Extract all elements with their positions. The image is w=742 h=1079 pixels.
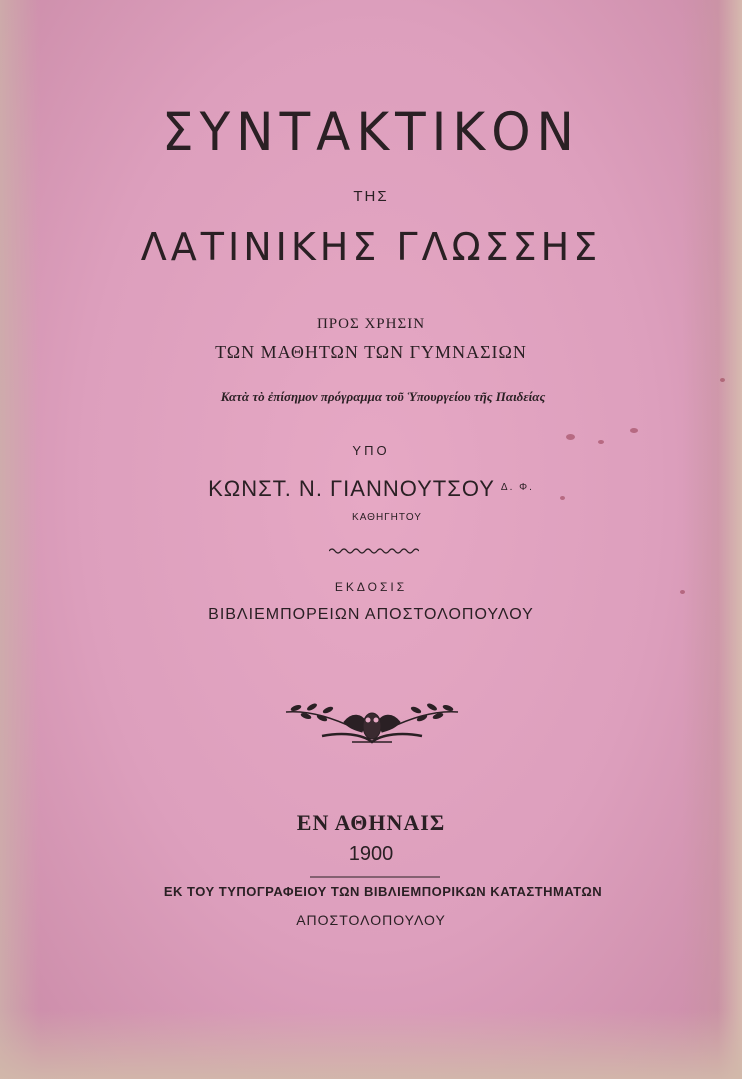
- owl-with-laurel-branches-icon: [282, 702, 462, 750]
- book-title: ΣΥΝΤΑΚΤΙΚΟΝ: [162, 101, 580, 163]
- program-note: Κατὰ τὸ ἐπίσημον πρόγραμμα τοῦ Ὑπουργείου τῆς Παιδείας: [220, 389, 546, 404]
- printer-line-2: ΑΠΟΣΤΟΛΟΠΟΥΛΟΥ: [296, 912, 446, 928]
- author-name-text: ΚΩΝΣΤ. Ν. ΓΙΑΝΝΟΥΤΣΟΥ: [208, 476, 495, 501]
- ink-stain: [720, 378, 725, 382]
- worn-bottom-edge: [0, 1009, 742, 1079]
- ink-stain: [630, 428, 638, 433]
- ink-stain: [566, 434, 575, 440]
- by-label: ΥΠΟ: [352, 443, 390, 458]
- purpose-line-2: ΤΩΝ ΜΑΘΗΤΩΝ ΤΩΝ ΓΥΜΝΑΣΙΩΝ: [215, 342, 527, 362]
- edition-label: ΕΚΔΟΣΙΣ: [334, 580, 408, 594]
- author-name: [0, 476, 742, 502]
- publisher-name: ΒΙΒΛΙΕΜΠΟΡΕΙΩΝ ΑΠΟΣΤΟΛΟΠΟΥΛΟΥ: [208, 606, 534, 623]
- publication-city: ΕΝ ΑΘΗΝΑΙΣ: [296, 810, 446, 835]
- book-subtitle: ΛΑΤΙΝΙΚΗΣ ΓΛΩΣΣΗΣ: [140, 225, 602, 269]
- author-title: ΚΑΘΗΓΗΤΟΥ: [352, 512, 422, 523]
- rule-divider: [310, 876, 440, 878]
- author-degree: Δ. Φ.: [500, 482, 534, 493]
- purpose-line-1: ΠΡΟΣ ΧΡΗΣΙΝ: [316, 316, 426, 332]
- printer-line-1: ΕΚ ΤΟΥ ΤΥΠΟΓΡΑΦΕΙΟΥ ΤΩΝ ΒΙΒΛΙΕΜΠΟΡΙΚΩΝ ΚΑΤΑΣΤΗΜΑΤΩΝ: [163, 884, 603, 899]
- title-article: ΤΗΣ: [353, 188, 389, 205]
- wavy-divider: [329, 546, 419, 556]
- publication-year: 1900: [348, 843, 394, 865]
